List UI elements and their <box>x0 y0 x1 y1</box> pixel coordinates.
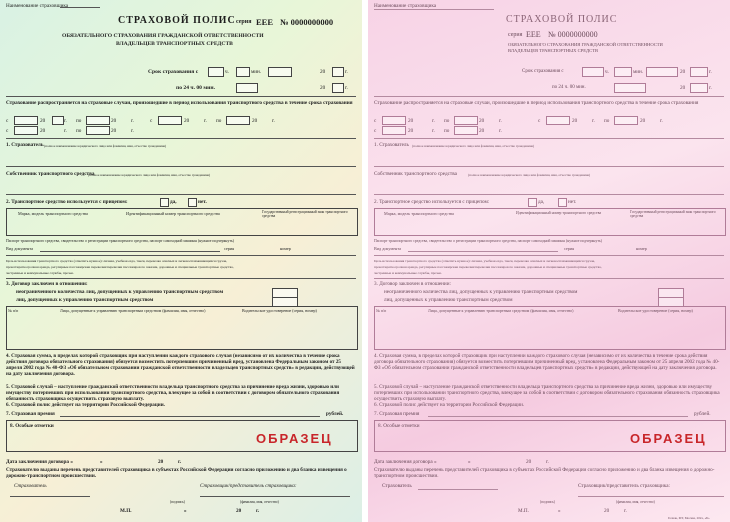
divider <box>6 278 356 279</box>
sign-line-holder <box>418 489 498 490</box>
purpose-line2: прокат/краткосрочная аренда, регулярные пассажирские перевозки/перевозки пассажиров по заказам, дорожные и специальные транспортные средства, <box>374 265 602 269</box>
doc-type-label: Вид документа <box>6 246 33 251</box>
col-vin: Идентификационный номер транспортного средства <box>126 211 220 216</box>
period1-year: 20 <box>40 118 46 124</box>
period1-year-box[interactable] <box>52 116 64 125</box>
period1-from: с <box>374 118 377 124</box>
sign-hint: (подпись) <box>170 500 185 504</box>
sign-line-insurer <box>578 496 724 497</box>
section3-label: 3. Договор заключен в отношении: <box>6 281 88 287</box>
sign-hint: (подпись) <box>540 500 555 504</box>
term-to-year-box[interactable] <box>332 83 344 93</box>
trailer-yes-label: да, <box>538 199 545 205</box>
period3-to: по <box>604 118 610 124</box>
policy-title: СТРАХОВОЙ ПОЛИС <box>506 14 618 25</box>
policyholder-label: Страхователь <box>14 483 47 489</box>
section8-label: 8. Особые отметки <box>10 423 54 429</box>
term-min-box[interactable] <box>236 67 250 77</box>
period3-to-year: 20 <box>252 118 258 124</box>
seria-label: серия <box>236 19 252 25</box>
period2-g: г. <box>432 128 435 134</box>
sample-stamp: ОБРАЗЕЦ <box>256 431 333 446</box>
seria-value: ЕЕЕ <box>256 17 274 27</box>
period3-to-year: 20 <box>640 118 646 124</box>
section1-label: 1. Страхователь <box>374 142 409 148</box>
term-to-year-box[interactable] <box>690 83 708 93</box>
sign-date-year: 20 <box>604 508 610 514</box>
period1-to-year: 20 <box>111 118 117 124</box>
named-drivers: лиц, допущенных к управлению транспортным средством <box>384 297 513 303</box>
insurer-line <box>60 7 100 8</box>
section1-hint: (полное наименование юридического лица или фамилия, имя, отчество гражданина) <box>44 144 167 148</box>
policy-number: № 0000000000 <box>548 30 598 39</box>
purpose-line2: прокат/краткосрочная аренда, регулярные пассажирские перевозки/перевозки пассажиров по заказам, дорожные и специальные транспортные средства, <box>6 265 234 269</box>
scope-text: Страхование распространяется на страховые случаи, произошедшие в период использования транспортного средства в течение срока страхования <box>374 100 699 106</box>
section1-label: 1. Страхователь <box>6 142 44 148</box>
passport-text: Паспорт транспортного средства, свидетельство о регистрации транспортного средства, паспорт самоходной машины (нужное подчеркнуть) <box>6 239 235 243</box>
term-to-label: по 24 ч. 00 мин. <box>552 85 586 90</box>
divider <box>6 166 356 167</box>
divider <box>374 278 724 279</box>
section8-label: 8. Особые отметки <box>378 423 420 429</box>
policy-number: № 0000000000 <box>280 17 334 27</box>
period2-from: с <box>6 128 9 134</box>
subtitle-line2: ВЛАДЕЛЬЦЕВ ТРАНСПОРТНЫХ СРЕДСТВ <box>508 48 599 53</box>
term-year-box[interactable] <box>332 67 344 77</box>
premium-unit: рублей. <box>326 411 344 417</box>
col-reg: Государственный регистрационный знак транспортного средства <box>630 210 716 219</box>
premium-line <box>60 416 320 417</box>
insurer-name-label: Наименование страховщика <box>374 3 437 9</box>
period3-from: с <box>150 118 153 124</box>
year-prefix: 20 <box>320 69 326 75</box>
footer-text: Страхователю выданы перечень представителей страховщика в субъектах Российской Федерации согласно приложению и два бланка извещения о дорожно-транспортном происшествии. <box>6 467 347 479</box>
unlimited-drivers: неограниченного количества лиц, допущенных к управлению транспортным средством <box>16 289 224 295</box>
term-date-box[interactable] <box>268 67 292 77</box>
period1-from-box[interactable] <box>382 116 406 125</box>
doc-type-label: Вид документа <box>374 246 401 251</box>
section3-label: 3. Договор заключен в отношении: <box>374 281 451 287</box>
insurer-name-label: Наименование страховщика <box>6 3 69 9</box>
sign-date-close: » <box>558 508 561 514</box>
section5-text: 5. Страховой случай – наступление гражданской ответственности владельца транспортного средства за причинение вреда жизни, здоровью или имуществу потерпевших при использовании транспортного средства, влекущее за собой в соответствии с договором обязательного страхования обязанность страховщика осуществить страховую выплату. <box>6 384 340 402</box>
date-year: 20 <box>526 459 532 465</box>
period2-year: 20 <box>40 128 46 134</box>
sign-date-g: г. <box>624 508 627 514</box>
footer-text: Страхователю выданы перечень представителей страховщика в субъектах Российской Федерации согласно приложению и два бланка извещения о дорожно-транспортном происшествии. <box>374 467 715 479</box>
purpose-line1: Цель использования транспортного средства (отметить нужное): личная, учебная езда, такси, перевозка опасных и легковоспламеняющихся грузов, <box>6 259 227 263</box>
period2-to-g: г. <box>499 128 502 134</box>
divider <box>6 255 356 256</box>
period1-to: по <box>76 118 82 124</box>
purpose-line3: экстренные и коммунальные службы, прочее. <box>374 271 442 275</box>
year-prefix-2: 20 <box>320 85 326 91</box>
period2-to-year: 20 <box>111 128 117 134</box>
term-year-box[interactable] <box>690 67 708 77</box>
year-unit-2: г. <box>345 85 348 91</box>
insurer-line <box>374 9 494 10</box>
period2-year: 20 <box>408 128 414 134</box>
date-label: Дата заключения договора « <box>6 459 73 465</box>
col-make: Марка, модель транспортного средства <box>384 211 454 216</box>
divider <box>374 96 724 97</box>
trailer-no-label: нет. <box>568 199 577 205</box>
divider <box>6 96 356 97</box>
date-label: Дата заключения договора « <box>374 459 437 465</box>
doc-type-line <box>408 251 558 252</box>
period1-from: с <box>6 118 9 124</box>
owner-label: Собственник транспортного средства <box>374 171 457 177</box>
passport-text: Паспорт транспортного средства, свидетельство о регистрации транспортного средства, паспорт самоходной машины (нужное подчеркнуть) <box>374 239 603 243</box>
divider <box>6 138 356 139</box>
trailer-no-checkbox[interactable] <box>558 198 567 207</box>
doc-seria-label: серия <box>224 246 235 251</box>
term-label: Срок страхования с <box>522 69 564 74</box>
period2-from-box[interactable] <box>382 126 406 135</box>
hour-unit: ч. <box>225 69 229 75</box>
date-year: 20 <box>158 459 164 465</box>
period1-from-box[interactable] <box>14 116 38 125</box>
policyholder-label: Страхователь <box>382 483 412 489</box>
subtitle-line2: ВЛАДЕЛЬЦЕВ ТРАНСПОРТНЫХ СРЕДСТВ <box>116 41 233 47</box>
sample-stamp: ОБРАЗЕЦ <box>630 431 707 446</box>
period3-g: г. <box>592 118 595 124</box>
hour-unit: ч. <box>605 69 609 75</box>
period1-to-year: 20 <box>479 118 485 124</box>
col-make: Марка, модель транспортного средства <box>18 211 88 216</box>
col-np: № п/п <box>376 308 387 313</box>
doc-seria-label: серия <box>564 246 575 251</box>
scope-text: Страхование распространяется на страховые случаи, произошедшие в период использования транспортного средства в течение срока страхования <box>6 100 353 106</box>
term-to-label: по 24 ч. 00 мин. <box>176 85 216 91</box>
period2-from: с <box>374 128 377 134</box>
premium-line <box>428 416 688 417</box>
date-close: » <box>468 459 471 465</box>
period3-from-box[interactable] <box>546 116 570 125</box>
seria-label: серия <box>508 32 523 38</box>
date-close: » <box>100 459 103 465</box>
term-hour-box[interactable] <box>208 67 224 77</box>
term-to-date-box[interactable] <box>614 83 646 93</box>
col-reg: Государственный регистрационный знак транспортного средства <box>262 210 348 219</box>
section5-text: 5. Страховой случай – наступление гражданской ответственности владельца транспортного средства за причинение вреда жизни, здоровью или имуществу потерпевших при использовании транспортного средства, влекущее за собой в соответствии с договором обязательного страхования обязанность страховщика осуществить страховую выплату. <box>374 384 720 402</box>
owner-hint: (полное наименование юридического лица или фамилия, имя, отчество гражданина) <box>468 173 591 177</box>
period1-to: по <box>444 118 450 124</box>
premium-unit: рублей. <box>694 411 711 417</box>
section4-text: 4. Страховая сумма, в пределах которой страховщик при наступлении каждого страхового случая (независимо от их количества в течение срока действия договора обязательного страхования) обязуется возместить потерпевшим причиненный вред, установлена Федеральным законом от 25 апреля 2002 года № 40-ФЗ «Об обязательном страховании гражданской ответственности владельцев транспортных средств» в редакции, действующей на дату заключения договора. <box>6 353 355 377</box>
min-unit: мин. <box>633 69 644 75</box>
policy-right <box>368 0 730 522</box>
fio-hint: (фамилия, имя, отчество) <box>240 500 279 504</box>
sign-date-close: » <box>184 508 187 514</box>
period1-to-g: г. <box>499 118 502 124</box>
period3-year: 20 <box>572 118 578 124</box>
policy-left <box>0 0 362 522</box>
year-prefix: 20 <box>680 69 686 75</box>
section6-text: 6. Страховой полис действует на территории Российской Федерации. <box>374 402 525 408</box>
seria-value: ЕЕЕ <box>526 30 541 39</box>
divider <box>374 166 724 167</box>
purpose-line3: экстренные и коммунальные службы, прочее. <box>6 271 74 275</box>
sign-line-holder <box>10 496 90 497</box>
printer-imprint: Гознак, МТ, Москва, 20хх, «Б» <box>668 516 710 520</box>
period3-from: с <box>538 118 541 124</box>
term-to-date-box[interactable] <box>236 83 258 93</box>
doc-type-line <box>40 251 220 252</box>
purpose-line1: Цель использования транспортного средства (отметить нужное): личная, учебная езда, такси, перевозка опасных и легковоспламеняющихся грузов, <box>374 259 595 263</box>
trailer-yes-label: да, <box>170 199 177 205</box>
section7-label: 7. Страховая премия <box>6 411 55 417</box>
period2-g: г. <box>64 128 67 134</box>
stamp-place: М.П. <box>518 508 529 514</box>
trailer-no-label: нет. <box>198 199 207 205</box>
period2-to-g: г. <box>131 128 134 134</box>
trailer-no-checkbox[interactable] <box>188 198 197 207</box>
term-hour-box[interactable] <box>582 67 604 77</box>
divider <box>374 255 724 256</box>
period3-to-g: г. <box>272 118 275 124</box>
period3-g: г. <box>204 118 207 124</box>
section2-label: 2. Транспортное средство используется с прицепом: <box>374 199 490 205</box>
period2-to-box[interactable] <box>86 126 110 135</box>
divider <box>374 194 724 195</box>
section4-text: 4. Страховая сумма, в пределах которой страховщик при наступлении каждого страхового случая (независимо от их количества в течение срока действия договора обязательного страхования) обязуется возместить потерпевшим причиненный вред, установлена Федеральным законом от 25 апреля 2002 года № 40-ФЗ «Об обязательном страховании гражданской ответственности владельцев транспортных средств» в редакции, действующей на дату заключения договора. <box>374 353 720 371</box>
sign-line-insurer <box>200 496 350 497</box>
period3-to-box[interactable] <box>614 116 638 125</box>
col-fio: Лица, допущенные к управлению транспортным средством (фамилия, имя, отчество) <box>428 308 574 313</box>
owner-hint: (полное наименование юридического лица или фамилия, имя, отчество гражданина) <box>88 173 211 177</box>
period1-g: г. <box>432 118 435 124</box>
year-prefix-2: 20 <box>680 85 686 91</box>
doc-number-label: номер <box>636 246 647 251</box>
section2-label: 2. Транспортное средство используется с прицепом: <box>6 199 128 205</box>
col-license: Водительское удостоверение (серия, номер) <box>618 308 693 313</box>
trailer-yes-checkbox[interactable] <box>528 198 537 207</box>
insurer-rep-label: Страховщик/представитель страховщика: <box>200 483 297 489</box>
period2-to: по <box>76 128 82 134</box>
section7-label: 7. Страховая премия <box>374 411 420 417</box>
period1-to-box[interactable] <box>454 116 478 125</box>
date-g: г. <box>178 459 182 465</box>
term-label: Срок страхования с <box>148 69 199 75</box>
sign-date-year: 20 <box>236 508 242 514</box>
named-drivers: лиц, допущенных к управлению транспортным средством <box>16 297 154 303</box>
subtitle-line1: ОБЯЗАТЕЛЬНОГО СТРАХОВАНИЯ ГРАЖДАНСКОЙ ОТВЕТСТВЕННОСТИ <box>62 33 264 39</box>
period3-to: по <box>216 118 222 124</box>
col-np: № п/п <box>8 308 19 313</box>
section6-text: 6. Страховой полис действует на территории Российской Федерации. <box>6 402 165 408</box>
year-unit: г. <box>345 69 348 75</box>
sign-date-g: г. <box>256 508 260 514</box>
doc-number-label: номер <box>280 246 291 251</box>
stamp-place: М.П. <box>120 508 132 514</box>
period3-to-g: г. <box>660 118 663 124</box>
period2-to-year: 20 <box>479 128 485 134</box>
period2-to-box[interactable] <box>454 126 478 135</box>
date-g: г. <box>546 459 549 465</box>
term-min-box[interactable] <box>614 67 632 77</box>
insurer-rep-label: Страховщик/представитель страховщика: <box>578 483 670 489</box>
trailer-yes-checkbox[interactable] <box>160 198 169 207</box>
period2-to: по <box>444 128 450 134</box>
divider <box>6 194 356 195</box>
period1-to-box[interactable] <box>86 116 110 125</box>
period1-year: 20 <box>408 118 414 124</box>
col-fio: Лица, допущенные к управлению транспортным средством (фамилия, имя, отчество) <box>60 308 206 313</box>
term-date-box[interactable] <box>646 67 678 77</box>
period1-to-g: г. <box>131 118 134 124</box>
divider <box>374 138 724 139</box>
period3-to-box[interactable] <box>226 116 250 125</box>
col-license: Водительское удостоверение (серия, номер) <box>242 308 317 313</box>
fio-hint: (фамилия, имя, отчество) <box>616 500 655 504</box>
col-vin: Идентификационный номер транспортного средства <box>516 211 602 215</box>
year-unit-2: г. <box>709 85 712 91</box>
min-unit: мин. <box>251 69 262 75</box>
subtitle-line1: ОБЯЗАТЕЛЬНОГО СТРАХОВАНИЯ ГРАЖДАНСКОЙ ОТВЕТСТВЕННОСТИ <box>508 42 663 47</box>
year-unit: г. <box>709 69 712 75</box>
period2-from-box[interactable] <box>14 126 38 135</box>
unlimited-drivers: неограниченного количества лиц, допущенных к управлению транспортным средством <box>384 289 578 295</box>
owner-label: Собственник транспортного средства <box>6 171 95 177</box>
policy-title: СТРАХОВОЙ ПОЛИС <box>118 15 236 26</box>
period1-g: г. <box>64 118 67 124</box>
period3-year: 20 <box>184 118 190 124</box>
section1-hint: (полное наименование юридического лица или фамилия, имя, отчество гражданина) <box>412 144 535 148</box>
period3-from-box[interactable] <box>158 116 182 125</box>
